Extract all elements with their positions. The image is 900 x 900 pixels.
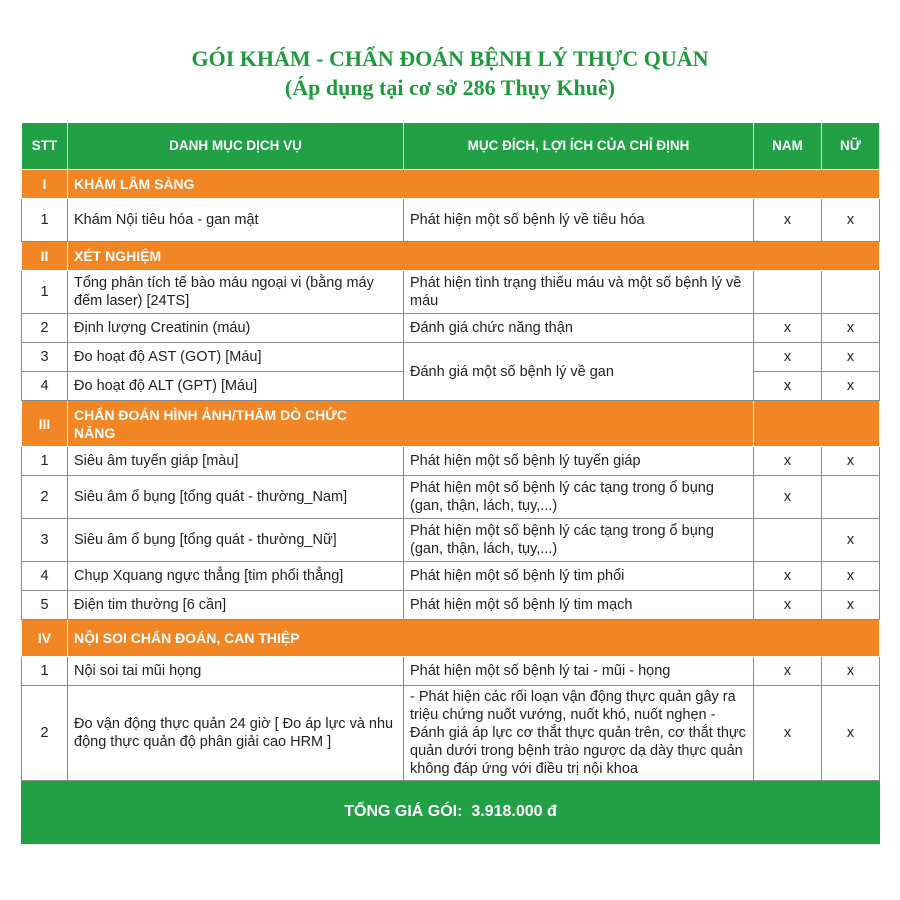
row-female-mark: x — [822, 562, 880, 591]
row-stt: 1 — [22, 447, 68, 476]
section-header-row — [22, 620, 880, 657]
row-male-mark — [754, 519, 822, 562]
row-male-mark: x — [754, 657, 822, 686]
header-service-name: DANH MỤC DỊCH VỤ — [68, 123, 404, 170]
section-number: I — [22, 170, 68, 199]
row-male-mark: x — [754, 314, 822, 343]
row-service-name: Điện tim thường [6 cần] — [68, 591, 404, 620]
header-purpose: MỤC ĐÍCH, LỢI ÍCH CỦA CHỈ ĐỊNH — [404, 123, 754, 170]
total-value: 3.918.000 đ — [471, 803, 557, 820]
row-female-mark: x — [822, 686, 880, 781]
row-purpose: Phát hiện một số bệnh lý các tạng trong ổ bụng (gan, thận, lách, tụy,...) — [404, 519, 754, 562]
row-service-name: Khám Nội tiêu hóa - gan mật — [68, 199, 404, 242]
service-table — [21, 122, 880, 844]
row-stt: 1 — [22, 271, 68, 314]
total-row — [22, 781, 880, 844]
row-male-mark: x — [754, 686, 822, 781]
row-male-mark: x — [754, 343, 822, 372]
section-number: II — [22, 242, 68, 271]
row-female-mark — [822, 476, 880, 519]
row-purpose: Phát hiện tình trạng thiếu máu và một số bệnh lý về máu — [404, 271, 754, 314]
row-service-name: Định lượng Creatinin (máu) — [68, 314, 404, 343]
row-stt: 5 — [22, 591, 68, 620]
header-male: NAM — [754, 123, 822, 170]
table-row — [22, 591, 880, 620]
table-row — [22, 271, 880, 314]
section-title — [68, 401, 754, 447]
section-header-row — [22, 401, 880, 447]
section-title: KHÁM LÂM SÀNG — [68, 170, 880, 199]
table-row — [22, 562, 880, 591]
table-header-row — [22, 123, 880, 170]
row-male-mark: x — [754, 591, 822, 620]
row-purpose: Phát hiện một số bệnh lý về tiêu hóa — [404, 199, 754, 242]
section-filler — [754, 401, 880, 447]
row-male-mark: x — [754, 199, 822, 242]
table-row — [22, 686, 880, 781]
row-service-name: Tổng phân tích tế bào máu ngoại vi (bằng máy đếm laser) [24TS] — [68, 271, 404, 314]
header-female: NỮ — [822, 123, 880, 170]
row-purpose: Phát hiện một số bệnh lý tim phổi — [404, 562, 754, 591]
table-row — [22, 199, 880, 242]
table-row — [22, 519, 880, 562]
row-service-name: Đo hoạt độ AST (GOT) [Máu] — [68, 343, 404, 372]
row-purpose: Phát hiện một số bệnh lý tim mạch — [404, 591, 754, 620]
row-service-name: Siêu âm ổ bụng [tổng quát - thường_Nam] — [68, 476, 404, 519]
row-service-name: Chụp Xquang ngực thẳng [tim phổi thẳng] — [68, 562, 404, 591]
table-row — [22, 657, 880, 686]
section-number: IV — [22, 620, 68, 657]
row-male-mark: x — [754, 562, 822, 591]
section-title-text: CHẨN ĐOÁN HÌNH ẢNH/THĂM DÒ CHỨC NĂNG — [74, 406, 347, 441]
row-stt: 3 — [22, 519, 68, 562]
row-female-mark — [822, 271, 880, 314]
table-row — [22, 343, 880, 372]
row-stt: 2 — [22, 314, 68, 343]
row-service-name: Nội soi tai mũi họng — [68, 657, 404, 686]
row-stt: 2 — [22, 686, 68, 781]
title-line-2: (Áp dụng tại cơ sở 286 Thụy Khuê) — [284, 75, 616, 100]
page-title — [0, 44, 900, 102]
row-stt: 1 — [22, 199, 68, 242]
row-stt: 2 — [22, 476, 68, 519]
title-line-1: GÓI KHÁM - CHẨN ĐOÁN BỆNH LÝ THỰC QUẢN — [191, 46, 709, 71]
header-stt: STT — [22, 123, 68, 170]
row-service-name: Đo vận động thực quản 24 giờ [ Đo áp lực và nhu động thực quản độ phân giải cao HRM ] — [68, 686, 404, 781]
row-female-mark: x — [822, 314, 880, 343]
total-cell — [22, 781, 880, 844]
row-female-mark: x — [822, 519, 880, 562]
total-label: TỔNG GIÁ GÓI: — [344, 803, 463, 820]
section-header-row — [22, 242, 880, 271]
row-male-mark — [754, 271, 822, 314]
section-header-row — [22, 170, 880, 199]
row-female-mark: x — [822, 343, 880, 372]
row-purpose: Phát hiện một số bệnh lý tai - mũi - họng — [404, 657, 754, 686]
row-male-mark: x — [754, 476, 822, 519]
table-row — [22, 447, 880, 476]
row-service-name: Đo hoạt độ ALT (GPT) [Máu] — [68, 372, 404, 401]
row-stt: 4 — [22, 562, 68, 591]
row-purpose: Phát hiện một số bệnh lý các tạng trong ổ bụng (gan, thận, lách, tụy,...) — [404, 476, 754, 519]
row-stt: 1 — [22, 657, 68, 686]
row-purpose: Đánh giá một số bệnh lý về gan — [404, 343, 754, 401]
row-purpose: - Phát hiện các rối loạn vận động thực quản gây ra triệu chứng nuốt vướng, nuốt khó, nuốt nghẹn - Đánh giá áp lực cơ thắt thực quản trên, cơ thắt thực quản dưới trong bệnh trào ngược dạ dày thực quản không đáp ứng với điều trị nội khoa — [404, 686, 754, 781]
table-row — [22, 476, 880, 519]
row-service-name: Siêu âm tuyến giáp [màu] — [68, 447, 404, 476]
row-purpose: Đánh giá chức năng thận — [404, 314, 754, 343]
row-male-mark: x — [754, 372, 822, 401]
row-stt: 3 — [22, 343, 68, 372]
row-female-mark: x — [822, 447, 880, 476]
row-stt: 4 — [22, 372, 68, 401]
row-service-name: Siêu âm ổ bụng [tổng quát - thường_Nữ] — [68, 519, 404, 562]
row-female-mark: x — [822, 591, 880, 620]
section-title: XÉT NGHIỆM — [68, 242, 880, 271]
row-male-mark: x — [754, 447, 822, 476]
section-title: NỘI SOI CHẨN ĐOÁN, CAN THIỆP — [68, 620, 880, 657]
row-female-mark: x — [822, 199, 880, 242]
row-purpose: Phát hiện một số bệnh lý tuyến giáp — [404, 447, 754, 476]
row-female-mark: x — [822, 657, 880, 686]
row-female-mark: x — [822, 372, 880, 401]
table-row — [22, 314, 880, 343]
section-number: III — [22, 401, 68, 447]
